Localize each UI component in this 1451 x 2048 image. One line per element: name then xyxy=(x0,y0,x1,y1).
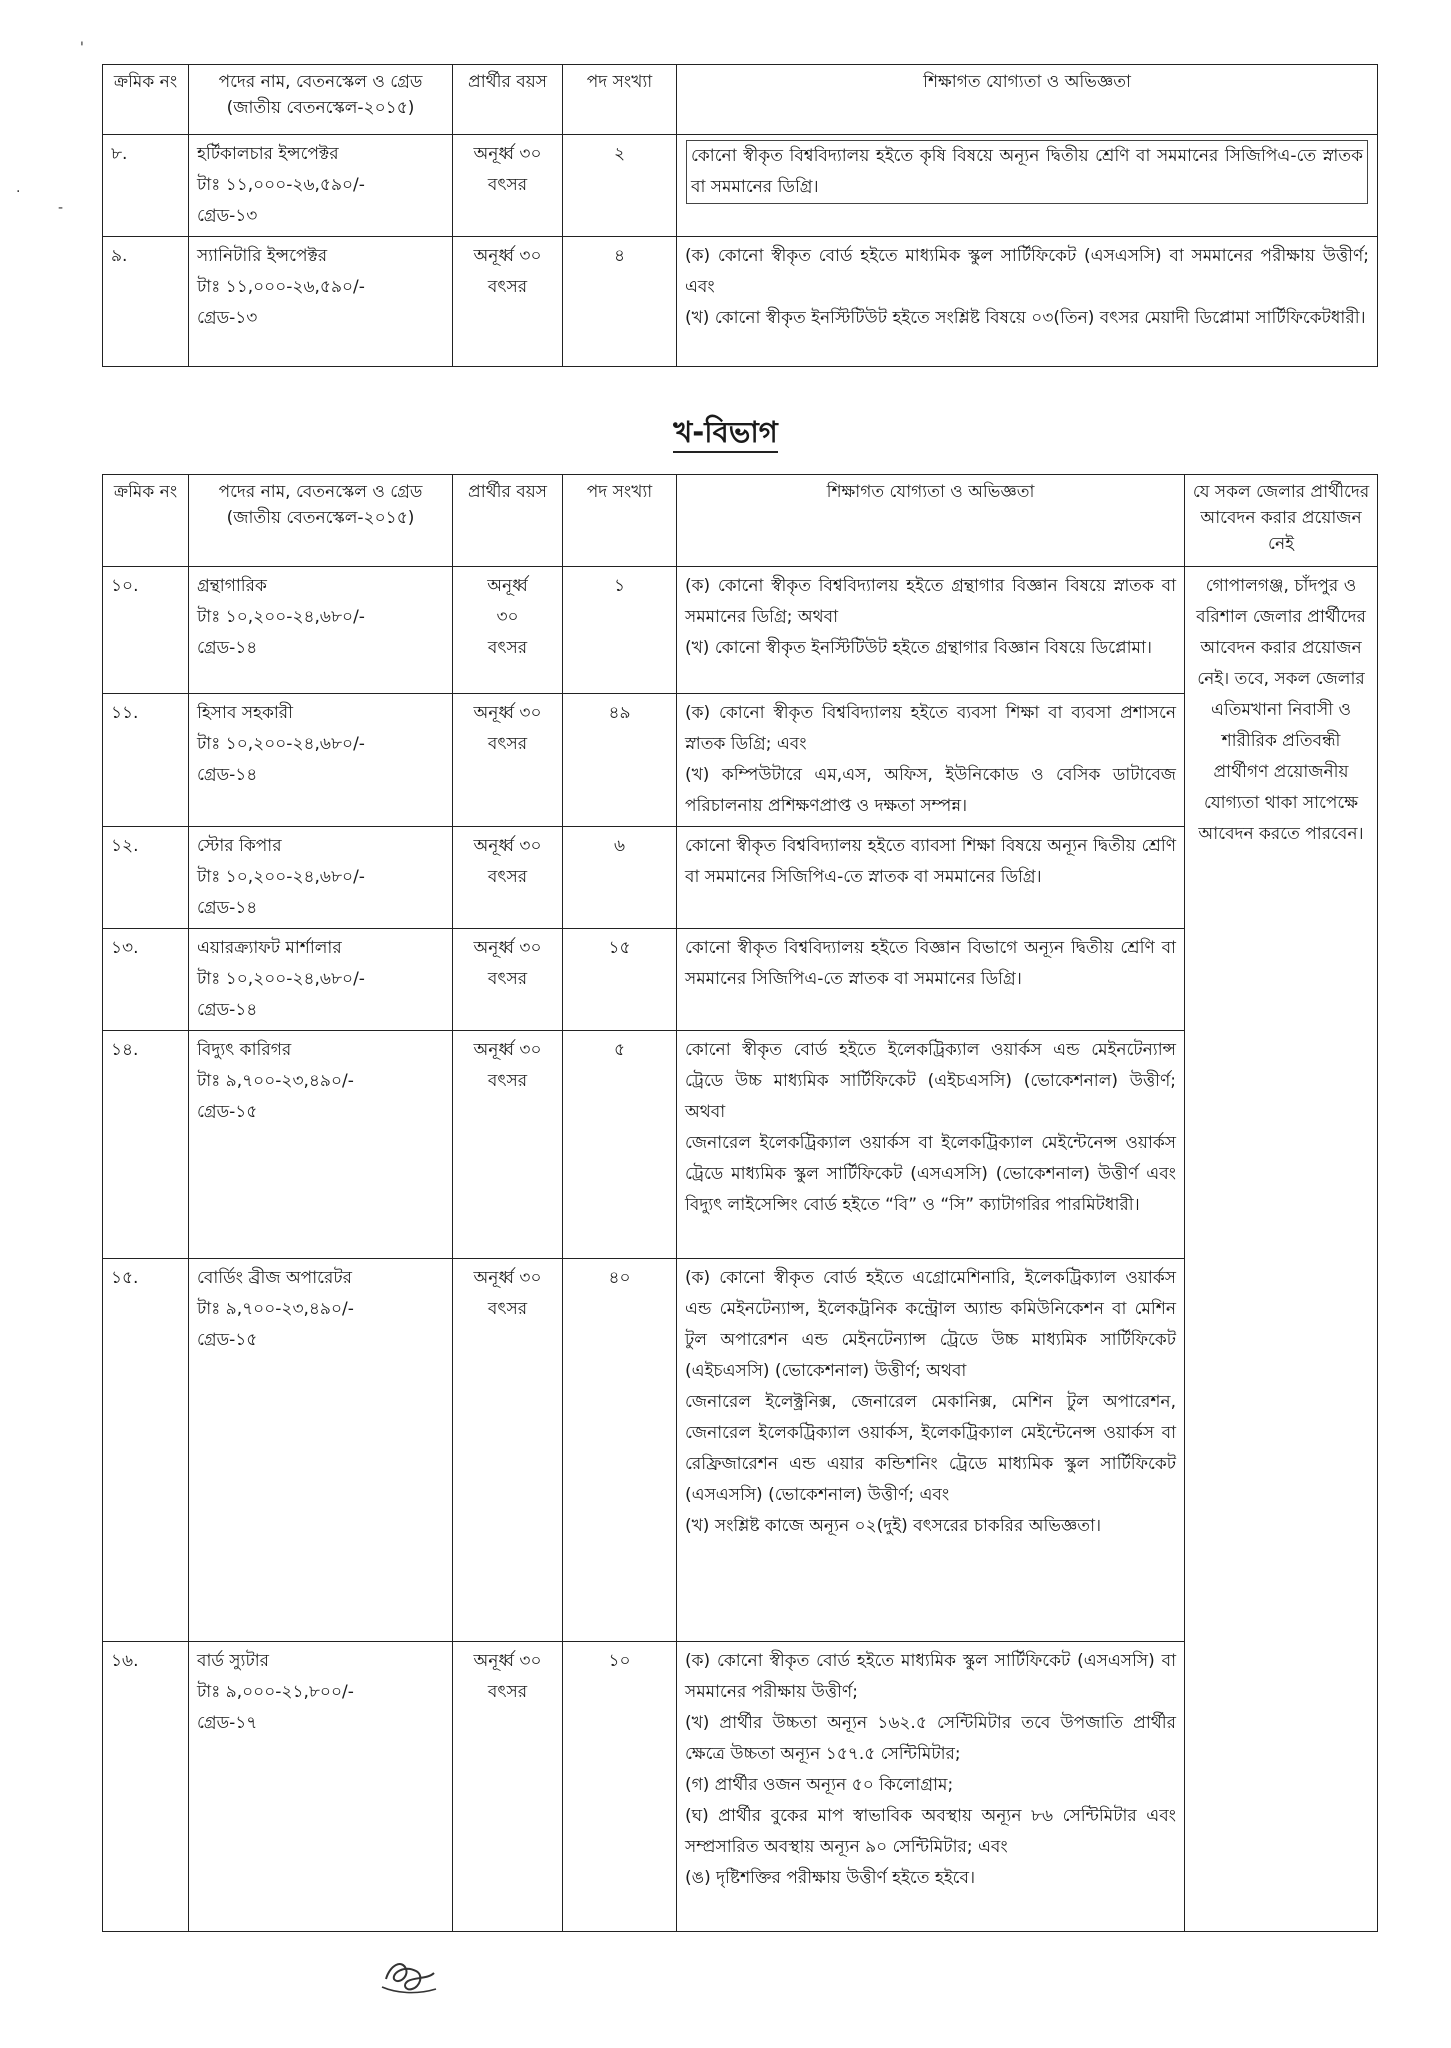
age-cell: অনূর্ধ্ব ৩০ বৎসর xyxy=(453,1259,563,1642)
age-cell: অনূর্ধ্ব ৩০ বৎসর xyxy=(453,694,563,827)
count-cell: ৪০ xyxy=(563,1259,677,1642)
count-cell: ৬ xyxy=(563,827,677,929)
top-table-header-row xyxy=(103,65,1378,135)
header-serial: ক্রমিক নং xyxy=(103,475,189,567)
qualification-cell xyxy=(677,1031,1185,1259)
post-cell: স্টোর কিপার টাঃ ১০,২০০-২৪,৬৮০/- গ্রেড-১৪ xyxy=(189,827,453,929)
scan-mark: - xyxy=(58,200,64,216)
post-cell: বিদ্যুৎ কারিগর টাঃ ৯,৭০০-২৩,৪৯০/- গ্রেড-১৫ xyxy=(189,1031,453,1259)
qualification-item: কোনো স্বীকৃত বোর্ড হইতে ইলেকট্রিক্যাল ওয়ার্কস এন্ড মেইনটেন্যান্স ট্রেডে উচ্চ মাধ্যমিক সার্টিফিকেট (এইচএসসি) (ভোকেশনাল) উত্তীর্ণ; অথবা xyxy=(685,1040,1176,1122)
qualification-cell xyxy=(677,1642,1185,1932)
signature xyxy=(372,1935,452,2005)
qualification-cell xyxy=(677,135,1378,237)
qualification-item: (খ) কোনো স্বীকৃত ইনস্টিটিউট হইতে সংশ্লিষ্ট বিষয়ে ০৩(তিন) বৎসর মেয়াদী ডিপ্লোমা সার্টিফিকেটধারী। xyxy=(685,308,1366,328)
qualification-item: জেনারেল ইলেক্ট্রনিক্স, জেনারেল মেকানিক্স, মেশিন টুল অপারেশন, জেনারেল ইলেকট্রিক্যাল ওয়ার্কস, ইলেকট্রিক্যাল মেইন্টেনেন্স ওয়ার্কস বা রেফ্রিজারেশন এন্ড এয়ার কন্ডিশনিং ট্রেডে মাধ্যমিক স্কুল সার্টিফিকেট (এসএসসি) (ভোকেশনাল) উত্তীর্ণ; এবং xyxy=(685,1392,1176,1505)
qualification-cell xyxy=(677,567,1185,694)
qualification-item: কোনো স্বীকৃত বিশ্ববিদ্যালয় হইতে বিজ্ঞান বিভাগে অন্যূন দ্বিতীয় শ্রেণি বা সমমানের সিজিপিএ-তে স্নাতক বা সমমানের ডিগ্রি। xyxy=(685,938,1176,989)
qualification-cell xyxy=(677,929,1185,1031)
main-table xyxy=(102,474,1378,1932)
serial-cell: ৯. xyxy=(103,237,189,367)
scan-mark: ' xyxy=(80,40,84,56)
serial-cell: ৮. xyxy=(103,135,189,237)
qualification-cell xyxy=(677,237,1378,367)
qualification-item: (খ) কম্পিউটারে এম,এস, অফিস, ইউনিকোড ও বেসিক ডাটাবেজ পরিচালনায় প্রশিক্ষণপ্রাপ্ত ও দক্ষতা সম্পন্ন। xyxy=(685,765,1176,816)
post-cell: এয়ারক্র্যাফট মার্শালার টাঃ ১০,২০০-২৪,৬৮০/- গ্রেড-১৪ xyxy=(189,929,453,1031)
serial-cell: ১৪. xyxy=(103,1031,189,1259)
table-row xyxy=(103,567,1378,694)
qualification-cell xyxy=(677,694,1185,827)
count-cell: ৪৯ xyxy=(563,694,677,827)
age-cell: অনূর্ধ্ব ৩০ বৎসর xyxy=(453,237,563,367)
qualification-item: (ক) কোনো স্বীকৃত বোর্ড হইতে মাধ্যমিক স্কুল সার্টিফিকেট (এসএসসি) বা সমমানের পরীক্ষায় উত্তীর্ণ; এবং xyxy=(685,246,1369,297)
age-cell: অনূর্ধ্ব ৩০ বৎসর xyxy=(453,827,563,929)
count-cell: ৪ xyxy=(563,237,677,367)
header-age: প্রার্থীর বয়স xyxy=(453,65,563,135)
district-note-cell xyxy=(1185,567,1378,1932)
header-qualification: শিক্ষাগত যোগ্যতা ও অভিজ্ঞতা xyxy=(677,475,1185,567)
qualification-item: কোনো স্বীকৃত বিশ্ববিদ্যালয় হইতে কৃষি বিষয়ে অন্যূন দ্বিতীয় শ্রেণি বা সমমানের সিজিপিএ-তে স্নাতক বা সমমানের ডিগ্রি। xyxy=(685,139,1369,205)
header-district-note: যে সকল জেলার প্রার্থীদের আবেদন করার প্রয়োজন নেই xyxy=(1185,475,1378,567)
post-cell: বার্ড স্যুটার টাঃ ৯,০০০-২১,৮০০/- গ্রেড-১৭ xyxy=(189,1642,453,1932)
count-cell: ৫ xyxy=(563,1031,677,1259)
header-qualification: শিক্ষাগত যোগ্যতা ও অভিজ্ঞতা xyxy=(677,65,1378,135)
post-cell: হিসাব সহকারী টাঃ ১০,২০০-২৪,৬৮০/- গ্রেড-১৪ xyxy=(189,694,453,827)
scan-mark: . xyxy=(16,180,21,196)
district-note: গোপালগঞ্জ, চাঁদপুর ও বরিশাল জেলার প্রার্থীদের আবেদন করার প্রয়োজন নেই। তবে, সকল জেলার এতিমখানা নিবাসী ও শারীরিক প্রতিবন্ধী প্রার্থীগণ প্রয়োজনীয় যোগ্যতা থাকা সাপেক্ষে আবেদন করতে পারবেন। xyxy=(1196,576,1366,844)
main-table-header-row xyxy=(103,475,1378,567)
serial-cell: ১৫. xyxy=(103,1259,189,1642)
qualification-item: কোনো স্বীকৃত বিশ্ববিদ্যালয় হইতে ব্যাবসা শিক্ষা বিষয়ে অন্যূন দ্বিতীয় শ্রেণি বা সমমানের সিজিপিএ-তে স্নাতক বা সমমানের ডিগ্রি। xyxy=(685,836,1176,887)
header-post: পদের নাম, বেতনস্কেল ও গ্রেড (জাতীয় বেতনস্কেল-২০১৫) xyxy=(189,65,453,135)
header-count: পদ সংখ্যা xyxy=(563,475,677,567)
qualification-item: (ক) কোনো স্বীকৃত বোর্ড হইতে এগ্রোমেশিনারি, ইলেকট্রিক্যাল ওয়ার্কস এন্ড মেইনটেন্যান্স, ইলেকট্রনিক কন্ট্রোল অ্যান্ড কমিউনিকেশন বা মেশিন টুল অপারেশন এন্ড মেইনটেন্যান্স ট্রেডে উচ্চ মাধ্যমিক সার্টিফিকেট (এইচএসসি) (ভোকেশনাল) উত্তীর্ণ; অথবা xyxy=(685,1268,1176,1381)
qualification-item: (ঘ) প্রার্থীর বুকের মাপ স্বাভাবিক অবস্থায় অন্যূন ৮৬ সেন্টিমিটার এবং সম্প্রসারিত অবস্থায় অন্যূন ৯০ সেন্টিমিটার; এবং xyxy=(685,1806,1176,1857)
table-row xyxy=(103,237,1378,367)
serial-cell: ১৩. xyxy=(103,929,189,1031)
serial-cell: ১০. xyxy=(103,567,189,694)
age-cell: অনূর্ধ্ব ৩০ বৎসর xyxy=(453,1642,563,1932)
age-cell: অনূর্ধ্ব ৩০ বৎসর xyxy=(453,929,563,1031)
header-post: পদের নাম, বেতনস্কেল ও গ্রেড (জাতীয় বেতনস্কেল-২০১৫) xyxy=(189,475,453,567)
qualification-cell xyxy=(677,827,1185,929)
qualification-item: (খ) সংশ্লিষ্ট কাজে অন্যূন ০২(দুই) বৎসরের চাকরির অভিজ্ঞতা। xyxy=(685,1516,1102,1536)
header-count: পদ সংখ্যা xyxy=(563,65,677,135)
qualification-item: (ক) কোনো স্বীকৃত বিশ্ববিদ্যালয় হইতে গ্রন্থাগার বিজ্ঞান বিষয়ে স্নাতক বা সমমানের ডিগ্রি; অথবা xyxy=(685,576,1176,627)
age-cell: অনূর্ধ্ব ৩০ বৎসর xyxy=(453,135,563,237)
count-cell: ১৫ xyxy=(563,929,677,1031)
qualification-item: (গ) প্রার্থীর ওজন অন্যূন ৫০ কিলোগ্রাম; xyxy=(685,1775,954,1795)
header-serial: ক্রমিক নং xyxy=(103,65,189,135)
serial-cell: ১২. xyxy=(103,827,189,929)
count-cell: ২ xyxy=(563,135,677,237)
post-cell: হর্টিকালচার ইন্সপেক্টর টাঃ ১১,০০০-২৬,৫৯০/- গ্রেড-১৩ xyxy=(189,135,453,237)
qualification-cell xyxy=(677,1259,1185,1642)
header-age: প্রার্থীর বয়স xyxy=(453,475,563,567)
count-cell: ১ xyxy=(563,567,677,694)
serial-cell: ১১. xyxy=(103,694,189,827)
post-cell: গ্রন্থাগারিক টাঃ ১০,২০০-২৪,৬৮০/- গ্রেড-১৪ xyxy=(189,567,453,694)
age-cell: অনূর্ধ্ব ৩০ বৎসর xyxy=(453,567,563,694)
top-table xyxy=(102,64,1378,367)
post-cell: স্যানিটারি ইন্সপেক্টর টাঃ ১১,০০০-২৬,৫৯০/- গ্রেড-১৩ xyxy=(189,237,453,367)
post-cell: বোর্ডিং ব্রীজ অপারেটর টাঃ ৯,৭০০-২৩,৪৯০/- গ্রেড-১৫ xyxy=(189,1259,453,1642)
qualification-item: (ঙ) দৃষ্টিশক্তির পরীক্ষায় উত্তীর্ণ হইতে হইবে। xyxy=(685,1868,976,1888)
qualification-item: (ক) কোনো স্বীকৃত বোর্ড হইতে মাধ্যমিক স্কুল সার্টিফিকেট (এসএসসি) বা সমমানের পরীক্ষায় উত্তীর্ণ; xyxy=(685,1651,1176,1702)
qualification-item: জেনারেল ইলেকট্রিক্যাল ওয়ার্কস বা ইলেকট্রিক্যাল মেইন্টেনেন্স ওয়ার্কস ট্রেডে মাধ্যমিক স্কুল সার্টিফিকেট (এসএসসি) (ভোকেশনাল) উত্তীর্ণ এবং বিদ্যুৎ লাইসেন্সিং বোর্ড হইতে “বি” ও “সি” ক্যাটাগরির পারমিটধারী। xyxy=(685,1133,1176,1215)
qualification-item: (ক) কোনো স্বীকৃত বিশ্ববিদ্যালয় হইতে ব্যবসা শিক্ষা বা ব্যবসা প্রশাসনে স্নাতক ডিগ্রি; এবং xyxy=(685,703,1176,754)
section-heading: খ-বিভাগ xyxy=(0,410,1451,459)
age-cell: অনূর্ধ্ব ৩০ বৎসর xyxy=(453,1031,563,1259)
qualification-item: (খ) কোনো স্বীকৃত ইনস্টিটিউট হইতে গ্রন্থাগার বিজ্ঞান বিষয়ে ডিপ্লোমা। xyxy=(685,638,1152,658)
serial-cell: ১৬. xyxy=(103,1642,189,1932)
qualification-item: (খ) প্রার্থীর উচ্চতা অন্যূন ১৬২.৫ সেন্টিমিটার তবে উপজাতি প্রার্থীর ক্ষেত্রে উচ্চতা অন্যূন ১৫৭.৫ সেন্টিমিটার; xyxy=(685,1713,1176,1764)
count-cell: ১০ xyxy=(563,1642,677,1932)
table-row xyxy=(103,135,1378,237)
